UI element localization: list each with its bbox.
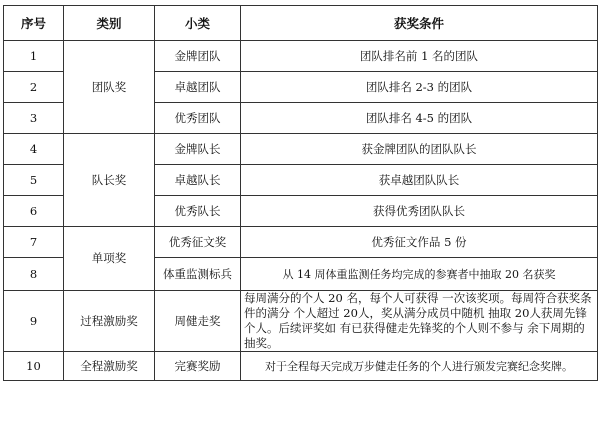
table-row: [4, 291, 598, 352]
row-index: 8: [4, 258, 64, 291]
row-condition: 获金牌团队的团队队长: [241, 134, 598, 165]
row-subcategory: 卓越团队: [155, 72, 241, 103]
table-row: [4, 134, 598, 165]
row-condition: 对于全程每天完成万步健走任务的个人进行颁发完赛纪念奖牌。: [241, 352, 598, 381]
awards-table: [3, 5, 598, 381]
table-row: [4, 227, 598, 258]
row-index: 10: [4, 352, 64, 381]
table-header-row: [4, 6, 598, 41]
header-condition: 获奖条件: [241, 6, 598, 41]
row-subcategory: 金牌团队: [155, 41, 241, 72]
awards-table-container: [3, 5, 597, 381]
row-index: 6: [4, 196, 64, 227]
row-subcategory: 优秀征文奖: [155, 227, 241, 258]
row-index: 2: [4, 72, 64, 103]
row-category: 队长奖: [64, 134, 155, 227]
table-row: [4, 41, 598, 72]
row-index: 7: [4, 227, 64, 258]
row-subcategory: 优秀团队: [155, 103, 241, 134]
header-subcategory: 小类: [155, 6, 241, 41]
row-subcategory: 体重监测标兵: [155, 258, 241, 291]
row-subcategory: 优秀队长: [155, 196, 241, 227]
table-row: [4, 352, 598, 381]
row-index: 3: [4, 103, 64, 134]
row-subcategory: 完赛奖励: [155, 352, 241, 381]
header-category: 类别: [64, 6, 155, 41]
row-category: 过程激励奖: [64, 291, 155, 352]
row-condition: 团队排名 2-3 的团队: [241, 72, 598, 103]
row-category: 单项奖: [64, 227, 155, 291]
row-index: 4: [4, 134, 64, 165]
row-subcategory: 周健走奖: [155, 291, 241, 352]
row-condition: 团队排名前 1 名的团队: [241, 41, 598, 72]
row-condition: 获卓越团队队长: [241, 165, 598, 196]
row-condition: 从 14 周体重监测任务均完成的参赛者中抽取 20 名获奖: [241, 258, 598, 291]
row-condition: 优秀征文作品 5 份: [241, 227, 598, 258]
row-condition: 获得优秀团队队长: [241, 196, 598, 227]
row-condition: 每周满分的个人 20 名，每个人可获得 一次该奖项。每周符合获奖条件的满分 个人超过 20人，奖从满分成员中随机 抽取 20人获周先锋个人。后续评奖如 有已获得健走先锋奖的个人则不参与 余下周期的抽奖。: [241, 291, 598, 352]
header-index: 序号: [4, 6, 64, 41]
row-index: 9: [4, 291, 64, 352]
row-subcategory: 金牌队长: [155, 134, 241, 165]
row-index: 5: [4, 165, 64, 196]
row-index: 1: [4, 41, 64, 72]
row-category: 团队奖: [64, 41, 155, 134]
row-category: 全程激励奖: [64, 352, 155, 381]
row-subcategory: 卓越队长: [155, 165, 241, 196]
row-condition: 团队排名 4-5 的团队: [241, 103, 598, 134]
